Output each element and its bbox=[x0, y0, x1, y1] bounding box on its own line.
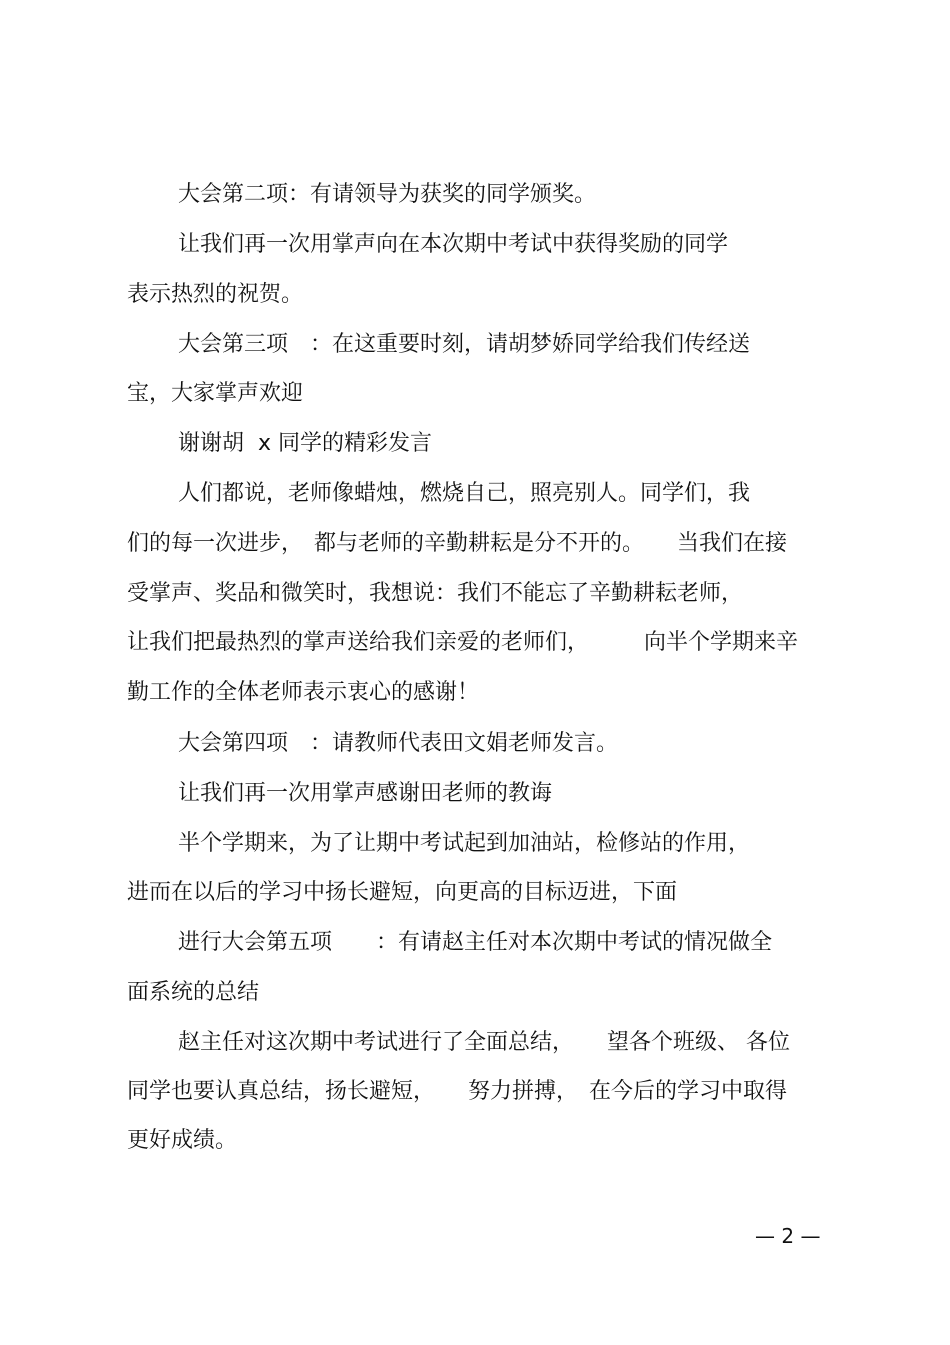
paragraph-5-line-1: 人们都说，老师像蜡烛，燃烧自己，照亮别人。同学们，我 bbox=[178, 481, 751, 506]
paragraph-5-line-5: 勤工作的全体老师表示衷心的感谢！ bbox=[127, 680, 480, 705]
page-number: — 2 — bbox=[755, 1224, 821, 1248]
paragraph-2-line-2: 表示热烈的祝贺。 bbox=[127, 282, 304, 307]
paragraph-3-line-1: 大会第三项 ：在这重要时刻，请胡梦娇同学给我们传经送 bbox=[178, 332, 751, 357]
paragraph-10-line-3: 更好成绩。 bbox=[127, 1128, 238, 1153]
paragraph-9-line-1: 进行大会第五项 ：有请赵主任对本次期中考试的情况做全 bbox=[178, 930, 773, 955]
paragraph-4-line-1: 谢谢胡 x 同学的精彩发言 bbox=[178, 431, 432, 456]
paragraph-7-line-1: 让我们再一次用掌声感谢田老师的教诲 bbox=[178, 781, 553, 806]
paragraph-9-line-2: 面系统的总结 bbox=[127, 980, 260, 1005]
paragraph-8-line-1: 半个学期来，为了让期中考试起到加油站，检修站的作用， bbox=[178, 831, 751, 856]
paragraph-1-line-1: 大会第二项：有请领导为获奖的同学颁奖。 bbox=[178, 182, 597, 207]
paragraph-3-line-2: 宝，大家掌声欢迎 bbox=[127, 381, 304, 406]
paragraph-5-line-2: 们的每一次进步， 都与老师的辛勤耕耘是分不开的。 当我们在接 bbox=[127, 531, 788, 556]
paragraph-2-line-1: 让我们再一次用掌声向在本次期中考试中获得奖励的同学 bbox=[178, 232, 729, 257]
paragraph-5-line-4: 让我们把最热烈的掌声送给我们亲爱的老师们， 向半个学期来辛 bbox=[127, 630, 799, 655]
paragraph-6-line-1: 大会第四项 ：请教师代表田文娟老师发言。 bbox=[178, 731, 619, 756]
paragraph-8-line-2: 进而在以后的学习中扬长避短，向更高的目标迈进，下面 bbox=[127, 880, 678, 905]
paragraph-10-line-1: 赵主任对这次期中考试进行了全面总结， 望各个班级、 各位 bbox=[178, 1030, 790, 1055]
paragraph-10-line-2: 同学也要认真总结，扬长避短， 努力拼搏， 在今后的学习中取得 bbox=[127, 1079, 788, 1104]
paragraph-5-line-3: 受掌声、奖品和微笑时，我想说：我们不能忘了辛勤耕耘老师， bbox=[127, 581, 744, 606]
